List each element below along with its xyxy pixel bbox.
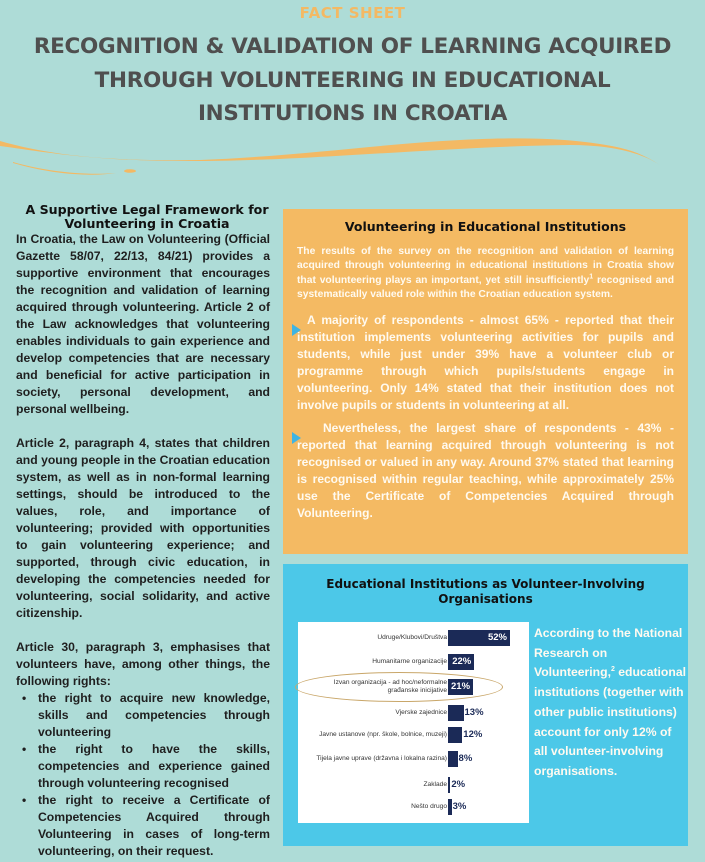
chart-bar [448,705,464,721]
chart-category-label: Izvan organizacija - ad hoc/neformalne građanske inicijative [333,679,447,694]
finding-text: A majority of respondents - almost 65% - reported that their institution implements volunteering activities for pupils and students, while just under 39% have a volunteer club or programme through which pupils/students engage in volunteering. Only 14% stated that their institution does not involve pupils or students in volunteering at all. [297,313,674,413]
educational-institutions-panel [283,209,688,554]
panel-heading: Volunteering in Educational Institutions [344,219,627,234]
legal-framework-paragraph-3: Article 30, paragraph 3, emphasises that volunteers have, among other things, the following rights: [16,640,270,688]
organisation-type-bar-chart [298,622,529,823]
chart-value-label: 3% [452,801,467,812]
chart-bar-row [298,773,529,797]
list-item: • the right to have the skills, competencies and experience gained through volunteering recognised [22,741,270,792]
legal-framework-paragraph-1: In Croatia, the Law on Volunteering (Official Gazette 58/07, 22/13, 84/21) provides a supportive environment that encourages the recognition and validation of learning acquired through volunteering. Article 2 of the Law acknowledges that volunteering enables individuals to gain experience and develop competencies that are necessary and beneficial for active participation in society, personal development, and personal wellbeing. [16,232,270,416]
fact-sheet-label: FACT SHEET [299,4,406,22]
list-item: • the right to receive a Certificate of Competencies Acquired through Volunteering in cases of long-term volunteering, on their request. [22,792,270,860]
arrow-bullet-icon [292,432,301,444]
chart-bar-row [298,723,529,747]
chart-category-label: Vjerske zajednice [395,709,447,716]
decorative-swoosh-icon [0,130,705,190]
chart-value-label: 21% [451,681,471,692]
chart-bar [448,727,462,743]
chart-bar [448,751,458,767]
legal-framework-section [16,203,270,860]
chart-category-label: Udruge/Klubovi/Društva [377,634,447,641]
survey-intro-text [297,245,674,302]
intro-text-end: recognised and systematically valued role within the Croatian education system. [297,274,675,300]
chart-category-label: Zaklade [423,781,447,788]
finding-paragraph-1 [297,312,674,414]
chart-value-label: 22% [452,656,472,667]
chart-bar-row [298,747,529,771]
chart-value-label: 12% [463,729,483,740]
footnote-marker: 1 [589,273,594,281]
chart-value-label: 2% [451,779,466,790]
arrow-bullet-icon [292,324,301,336]
volunteer-involving-organisations-panel [283,564,688,846]
list-item: • the right to acquire new knowledge, skills and competencies through volunteering [22,690,270,741]
chart-category-label: Nešto drugo [411,803,447,810]
chart-bar-row [298,675,529,699]
chart-bar [448,777,450,793]
chart-value-label: 13% [464,707,484,718]
chart-value-label: 8% [458,753,473,764]
chart-bar-row [298,626,529,650]
chart-category-label: Tijela javne uprave (državna i lokalna razina) [316,755,447,762]
intro-text: The results of the survey on the recognition and validation of learning acquired through volunteering in educational institutions in Croatia show that volunteering plays an important, yet still insufficiently [297,246,674,286]
page-title: RECOGNITION & VALIDATION OF LEARNING ACQUIRED THROUGH VOLUNTEERING IN EDUCATIONAL INSTITUTIONS IN CROATIA [33,34,672,126]
finding-paragraph-2 [297,420,674,522]
legal-framework-heading: A Supportive Legal Framework for Volunteering in Croatia [25,202,269,231]
chart-category-label: Javne ustanove (npr. škole, bolnice, muzeji) [319,731,447,738]
chart-bar-row [298,650,529,674]
volunteer-rights-list [22,690,270,860]
research-text: According to the National Research on Volunteering, [534,626,683,680]
chart-bar-row [298,701,529,725]
chart-bar-row [298,795,529,819]
panel-heading: Educational Institutions as Volunteer-Involving Organisations [326,577,645,606]
legal-framework-paragraph-2: Article 2, paragraph 4, states that children and young people in the Croatian education system, as well as in non-formal learning settings, should be introduced to the values, role, and importance of volunteering; provided with opportunities to gain volunteering experience; and supported, through civic education, in developing the competencies needed for volunteering, social solidarity, and active citizenship. [16,436,270,620]
research-text-end: educational institutions (together with other public institutions) account for only 12% of all volunteer-involving organisations. [534,665,686,778]
chart-category-label: Humanitarne organizacije [372,658,447,665]
chart-bar [448,799,452,815]
national-research-text [534,624,686,782]
finding-text: Nevertheless, the largest share of respondents - 43% - reported that learning acquired through volunteering is not recognised or valued in any way. Around 37% stated that learning is recognised within regular teaching, while approximately 25% use the Certificate of Competencies Acquired through Volunteering. [297,421,674,521]
chart-value-label: 52% [487,632,507,643]
footnote-marker: 2 [610,666,615,674]
highlight-ellipse-icon [295,672,503,702]
